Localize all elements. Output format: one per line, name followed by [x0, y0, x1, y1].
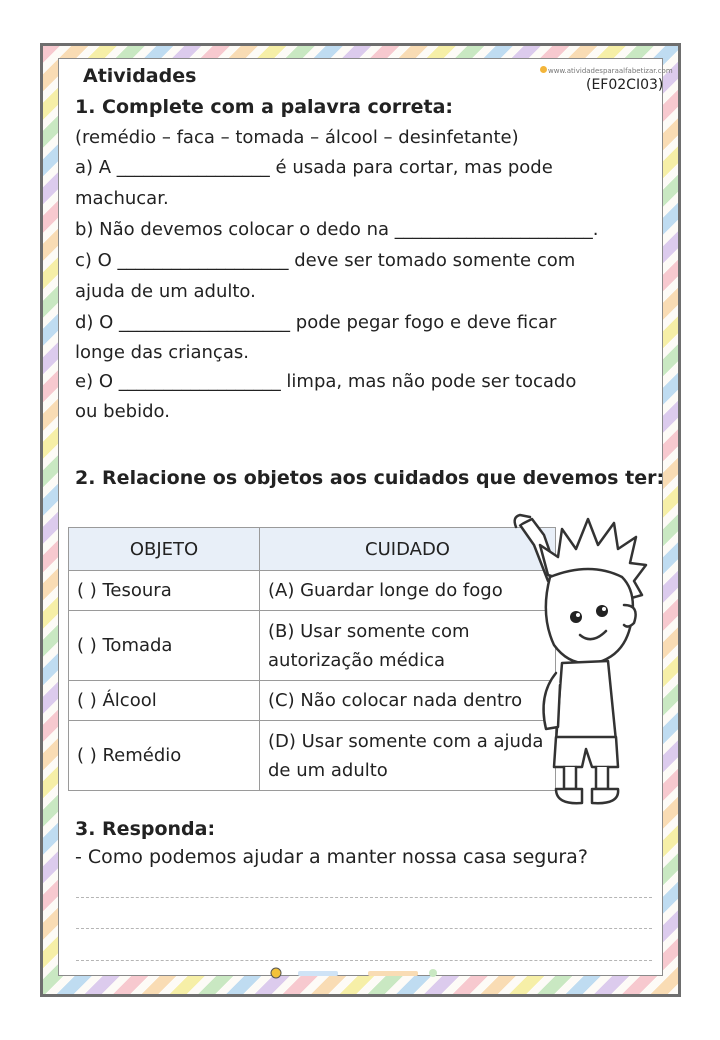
q1-line-e-cont: ou bebido. [75, 401, 170, 422]
q1-line-a: a) A _________________ é usada para cortar, mas pode [75, 157, 553, 178]
q1-title: 1. Complete com a palavra correta: [75, 96, 453, 118]
matching-table [68, 527, 556, 791]
table-row [69, 571, 556, 611]
q1-options: (remédio – faca – tomada – álcool – desinfetante) [75, 127, 519, 148]
skill-code: (EF02CI03) [586, 77, 664, 93]
answer-line[interactable] [76, 928, 652, 929]
cuidado-cell: (C) Não colocar nada dentro [260, 681, 556, 721]
q3-title: 3. Responda: [75, 818, 216, 840]
bee-logo-icon [540, 66, 547, 73]
cuidado-cell: (A) Guardar longe do fogo [260, 571, 556, 611]
objeto-cell[interactable]: ( ) Tomada [69, 611, 260, 681]
q1-line-d: d) O ___________________ pode pegar fogo e deve ficar [75, 312, 557, 333]
q1-line-d-cont: longe das crianças. [75, 342, 249, 363]
objeto-cell[interactable]: ( ) Remédio [69, 721, 260, 791]
q1-line-e: e) O __________________ limpa, mas não pode ser tocado [75, 371, 577, 392]
footer-decoration [268, 967, 448, 979]
table-header-row [69, 528, 556, 571]
q3-question: - Como podemos ajudar a manter nossa casa segura? [75, 846, 588, 868]
site-watermark: www.atividadesparaalfabetizar.com [548, 67, 673, 75]
q2-title: 2. Relacione os objetos aos cuidados que devemos ter: [75, 467, 665, 489]
header-cuidado: CUIDADO [260, 528, 556, 571]
table-row [69, 611, 556, 681]
q1-line-c: c) O ___________________ deve ser tomado somente com [75, 250, 576, 271]
q1-line-c-cont: ajuda de um adulto. [75, 281, 256, 302]
boy-illustration [510, 505, 650, 810]
q1-line-a-cont: machucar. [75, 188, 169, 209]
answer-line[interactable] [76, 897, 652, 898]
cuidado-cell: (D) Usar somente com a ajuda de um adulto [260, 721, 556, 791]
objeto-cell[interactable]: ( ) Tesoura [69, 571, 260, 611]
cuidado-cell: (B) Usar somente com autorização médica [260, 611, 556, 681]
table-row [69, 721, 556, 791]
table-row [69, 681, 556, 721]
page-title: Atividades [83, 65, 197, 87]
answer-line[interactable] [76, 960, 652, 961]
q1-line-b: b) Não devemos colocar o dedo na ______________________. [75, 219, 599, 240]
objeto-cell[interactable]: ( ) Álcool [69, 681, 260, 721]
header-objeto: OBJETO [69, 528, 260, 571]
